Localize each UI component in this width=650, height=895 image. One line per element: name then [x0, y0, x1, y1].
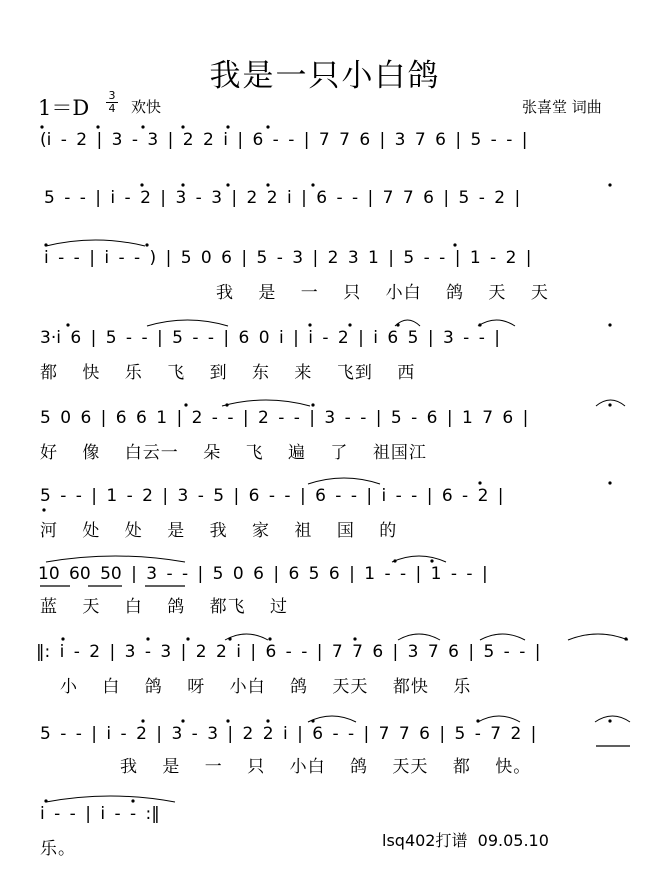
notation-line: 5 - - | i - 2 | 3 - 3 | 2 2 i | 6 - - | 7 7 6 | 5 - 7 2 | [40, 724, 537, 744]
tie-slur [46, 796, 175, 802]
octave-dot-high [226, 183, 229, 186]
octave-dot-high [228, 637, 231, 640]
octave-dot-high [268, 637, 271, 640]
notation-line: 5 0 6 | 6 6 1 | 2 - - | 2 - - | 3 - - | 5 - 6 | 1 7 6 | [40, 408, 529, 428]
octave-dot-high [396, 323, 399, 326]
notation-line: 5 - - | 1 - 2 | 3 - 5 | 6 - - | 6 - - | i - - | 6 - 2 | [40, 486, 504, 506]
octave-dot-high [266, 125, 269, 128]
notation-marks [0, 240, 650, 320]
notation-line: i - - | i - - ) | 5 0 6 | 5 - 3 | 2 3 1 | 5 - - | 1 - 2 | [44, 248, 532, 268]
staff-row [0, 556, 650, 636]
tie-slur [222, 400, 310, 406]
octave-dot-high [624, 637, 627, 640]
octave-dot-high [311, 403, 314, 406]
octave-dot-high [393, 559, 396, 562]
notation-line: i - - | i - - :‖ [40, 804, 160, 824]
composer-credit: 张喜堂 词曲 [522, 98, 602, 116]
octave-dot-high [226, 719, 229, 722]
octave-dot-high [266, 719, 269, 722]
time-signature-bottom: 4 [106, 102, 118, 115]
time-signature [106, 90, 118, 115]
octave-dot-high [311, 719, 314, 722]
tie-slur [392, 556, 446, 562]
octave-dot-high [311, 183, 314, 186]
octave-dot-high [186, 637, 189, 640]
notation-line: 3·i 6 | 5 - - | 5 - - | 6 0 i | i - 2 | i 6 5 | 3 - - | [40, 328, 500, 348]
octave-dot-high [478, 481, 481, 484]
notation-line: (i - 2 | 3 - 3 | 2 2 i | 6 - - | 7 7 6 | 3 7 6 | 5 - - | [40, 130, 528, 150]
octave-dot-high [476, 719, 479, 722]
octave-dot-high [181, 183, 184, 186]
notation-marks [0, 478, 650, 558]
notation-marks [0, 634, 650, 714]
notation-line: 5 - - | i - 2 | 3 - 3 | 2 2 i | 6 - - | 7 7 6 | 5 - 2 | [44, 188, 521, 208]
lyrics-line: 蓝 天 白 鸽 都飞 过 [40, 597, 289, 617]
staff-row [0, 478, 650, 558]
tie-slur [147, 320, 228, 326]
time-signature-top: 3 [108, 89, 116, 102]
octave-dot-high [66, 323, 69, 326]
octave-dot-high [608, 481, 611, 484]
tie-slur [308, 478, 380, 484]
octave-dot-high [61, 637, 64, 640]
octave-dot-high [608, 183, 611, 186]
octave-dot-high [146, 637, 149, 640]
staff-row [0, 634, 650, 714]
tie-slur [478, 320, 515, 326]
octave-dot-high [96, 125, 99, 128]
octave-dot-high [266, 183, 269, 186]
octave-dot-high [181, 125, 184, 128]
octave-dot-high [44, 799, 47, 802]
tie-slur [398, 634, 440, 640]
octave-dot-high [478, 323, 481, 326]
octave-dot-high [141, 719, 144, 722]
lyrics-line: 我 是 一 只 小白 鸽 天天 都 快。 [120, 757, 532, 777]
lyrics-line: 好 像 白云一 朵 飞 遍 了 祖国江 [40, 443, 427, 463]
octave-dot-high [608, 719, 611, 722]
staff-row [0, 320, 650, 400]
lyrics-line: 都 快 乐 飞 到 东 来 飞到 西 [40, 363, 416, 383]
octave-dot-low [42, 508, 45, 511]
lyrics-line: 小 白 鸽 呀 小白 鸽 天天 都快 乐 [60, 677, 472, 697]
lyrics-line: 我 是 一 只 小白 鸽 天 天 [216, 283, 549, 303]
staff-row [0, 796, 650, 876]
tie-slur [308, 716, 356, 722]
octave-dot-high [348, 323, 351, 326]
notation-marks [0, 320, 650, 400]
lyrics-line: 乐。 [40, 839, 76, 859]
notation-line: 10 60 50 | 3 - - | 5 0 6 | 6 5 6 | 1 - - | 1 - - | [38, 564, 488, 584]
octave-dot-high [608, 403, 611, 406]
octave-dot-high [430, 559, 433, 562]
octave-dot-high [226, 125, 229, 128]
octave-dot-high [353, 637, 356, 640]
transcriber-signature: lsq402打谱 09.05.10 [382, 831, 549, 850]
tempo-marking: 欢快 [131, 98, 162, 116]
notation-marks [0, 796, 650, 876]
octave-dot-high [184, 403, 187, 406]
song-title: 我是一只小白鸽 [209, 58, 441, 94]
tie-slur [46, 240, 145, 246]
octave-dot-high [141, 125, 144, 128]
lyrics-line: 河 处 处 是 我 家 祖 国 的 [40, 521, 398, 541]
notation-marks [0, 556, 650, 636]
tie-slur [480, 634, 525, 640]
notation-marks [0, 400, 650, 480]
notation-line: ‖: i - 2 | 3 - 3 | 2 2 i | 6 - - | 7 7 6 | 3 7 6 | 5 - - | [36, 642, 541, 662]
staff-row [0, 716, 650, 796]
octave-dot-high [131, 799, 134, 802]
octave-dot-high [145, 243, 148, 246]
octave-dot-high [44, 243, 47, 246]
octave-dot-high [453, 243, 456, 246]
octave-dot-high [181, 719, 184, 722]
key-signature: 1＝D [38, 96, 90, 120]
octave-dot-high [308, 323, 311, 326]
staff-row [0, 400, 650, 480]
octave-dot-high [608, 323, 611, 326]
tie-slur [595, 716, 630, 722]
notation-marks [0, 716, 650, 796]
tie-slur [568, 634, 628, 640]
tie-slur [478, 716, 520, 722]
staff-row [0, 240, 650, 320]
octave-dot-high [140, 183, 143, 186]
tie-slur [46, 556, 185, 562]
octave-dot-high [225, 403, 228, 406]
octave-dot-high [40, 125, 43, 128]
